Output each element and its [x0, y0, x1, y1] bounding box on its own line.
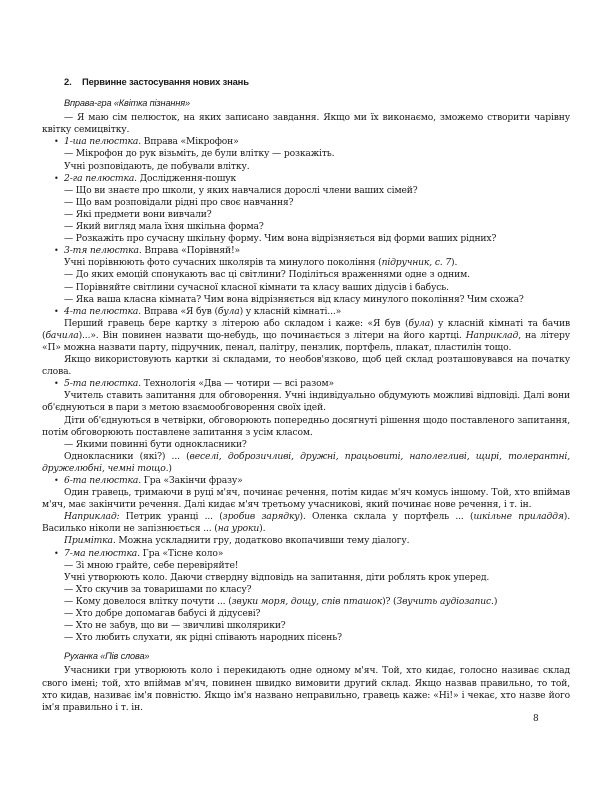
petal-task: Технологія «Два — чотири — всі разом» — [141, 378, 334, 390]
petal-3-heading — [42, 245, 570, 257]
text-run: ). — [259, 523, 266, 535]
section-heading — [64, 76, 570, 88]
text-run: ) у класній кімнаті та бачив ( — [42, 317, 570, 341]
text-run: була — [408, 317, 431, 329]
text-run: ). Василько ніколи не запізнюється ... ( — [42, 511, 570, 535]
text-run: ). Оленка склала у портфель ... ( — [299, 511, 474, 523]
petal-task: Гра «Тісне коло» — [139, 547, 224, 559]
petal-2-heading — [42, 173, 570, 185]
petal-task: Вправа «Мікрофон» — [141, 136, 239, 148]
petal-label: 3-тя пелюстка. — [64, 245, 142, 257]
text-run: )? ( — [382, 595, 397, 607]
document-page — [42, 76, 570, 714]
petal-6-heading — [42, 475, 570, 487]
text-run: , на літеру «П» можна назвати парту, підручник, пенал, палітру, пензлик, портфель, плакат, пластилін тощо. — [42, 329, 571, 353]
textbook-reference: підручник, с. 7 — [381, 257, 452, 269]
petal-6-note — [42, 535, 570, 547]
text-run: зробив зарядку — [222, 511, 300, 523]
petal-7-heading — [42, 548, 570, 560]
text-run: ) — [168, 462, 172, 474]
movement-paragraph: Учасники гри утворюють коло і перекидають одне одному м'яч. Той, хто кидає, голосно називає склад свого імені; той, хто впіймав м'яч, повинен швидко вимовити другий склад. Якщо назвав правильно, то той, хто кидав, називає ім'я повністю. Якщо ім'я названо неправильно, гравець каже: «Ні!» і чекає, хто назве його ім'я правильно і т. ін. — [42, 665, 570, 713]
text-run: Учні порівнюють фото сучасних школярів та минулого покоління ( — [64, 257, 382, 269]
petal-label: 7-ма пелюстка. — [64, 547, 140, 559]
petal-3-question: — Порівняйте світлини сучасної класної кімнати та класу ваших дідусів і бабусь. — [64, 281, 449, 293]
movement-title: Руханка «Пів слова» — [64, 651, 150, 662]
petal-1-line: Учні розповідають, де побували влітку. — [64, 160, 250, 172]
petal-task: Вправа «Порівняй!» — [141, 245, 240, 257]
page-number: 8 — [533, 714, 539, 724]
text-run: Петрик уранці ... ( — [119, 511, 223, 523]
intro-paragraph: — Я маю сім пелюсток, на яких записано завдання. Якщо ми їх виконаємо, зможемо створити чарівну квітку семицвітку. — [42, 112, 570, 136]
petal-1-heading — [42, 136, 570, 148]
petal-2-question: — Що вам розповідали рідні про своє навчання? — [64, 196, 294, 208]
petal-5-answer — [42, 451, 570, 475]
petal-label: 5-та пелюстка. — [64, 378, 141, 390]
petal-7-question: — Хто любить слухати, як рідні співають народних пісень? — [64, 632, 342, 644]
petal-4-paragraph: Якщо використовують картки зі складами, то необов'язково, щоб цей склад розташовувався на початку слова. — [42, 354, 570, 378]
text-run: ) у класній кімнаті...» — [239, 305, 342, 317]
petal-task: Дослідження-пошук — [136, 172, 237, 184]
text-run: Наприклад: — [64, 511, 120, 523]
petal-7-question: — Хто не забув, що ви — звичливі школярики? — [64, 620, 286, 632]
text-run: бачила — [45, 329, 79, 341]
text-run: ). — [451, 257, 458, 269]
text-run: шкільне приладдя — [473, 511, 564, 523]
text-run: — Кому довелося влітку почути ... ( — [64, 595, 232, 607]
petal-3-question: — До яких емоцій спонукають вас ці світлини? Поділіться враженнями одне з одним. — [64, 269, 470, 281]
petal-4-heading — [42, 306, 570, 318]
section-number: 2. — [64, 76, 72, 87]
text-run: Наприклад — [465, 329, 519, 341]
petal-7-question: — Хто скучив за товаришами по класу? — [64, 583, 252, 595]
text-run: Однокласники (які?) ... ( — [64, 450, 190, 462]
petal-7-call: — Зі мною грайте, себе перевіряйте! — [64, 559, 239, 571]
petal-3-question: — Яка ваша класна кімната? Чим вона відрізняється від класу минулого покоління? Чим схожа? — [64, 293, 524, 305]
petal-label: 2-га пелюстка. — [64, 172, 137, 184]
petal-task: Вправа «Я був ( — [141, 305, 218, 317]
petal-5-paragraph: Діти об'єднуються в четвірки, обговорюють попередньо досягнуті рішення щодо поставленого запитання, потім обговорюють поставлене запитання з усім класом. — [42, 414, 570, 438]
petal-3-lead — [42, 257, 570, 269]
petal-7-question: — Хто добре допомагав бабусі й дідусеві? — [64, 608, 261, 620]
text-run: на уроки — [217, 523, 260, 535]
petal-2-question: — Що ви знаєте про школи, у яких навчалися дорослі члени ваших сімей? — [64, 184, 418, 196]
text-run: Звучить аудіозапис. — [396, 595, 494, 607]
text-run: ) — [493, 595, 498, 607]
petal-4-paragraph — [42, 318, 570, 354]
text-run: веселі, доброзичливі, дружні, працьовиті, наполегливі, щирі, толерантні, дружелюбні, чемні тощо. — [42, 450, 570, 474]
petal-5-question: — Якими повинні бути однокласники? — [64, 438, 247, 450]
petal-label: 1-ша пелюстка. — [64, 136, 141, 148]
text-run: Можна ускладнити гру, додатково вкопачивши тему діалогу. — [115, 535, 410, 547]
section-title: Первинне застосування нових знань — [82, 76, 249, 87]
petal-2-question: — Розкажіть про сучасну шкільну форму. Чим вона відрізняється від форми ваших рідних? — [64, 233, 497, 245]
petal-task: Гра «Закінчи фразу» — [141, 475, 243, 486]
petal-2-question: — Які предмети вони вивчали? — [64, 208, 212, 220]
text-run: Перший гравець бере картку з літерою або складом і каже: «Я був ( — [64, 317, 409, 329]
petal-5-heading — [42, 378, 570, 390]
text-run: звуки моря, дощу, спів пташок — [231, 595, 383, 607]
petal-6-paragraph: Один гравець, тримаючи в руці м'яч, починає речення, потім кидає м'яч комусь іншому. Той, хто впіймав м'яч, має закінчити речення. Далі кидає м'яч третьому учасникові, який починає нове речення, і т. ін. — [42, 487, 570, 511]
petal-7-lead: Учні утворюють коло. Даючи ствердну відповідь на запитання, діти роблять крок уперед. — [64, 571, 490, 583]
text-run: Примітка. — [64, 535, 116, 547]
petal-5-paragraph: Учитель ставить запитання для обговорення. Учні індивідуально обдумують можливі відповіді. Далі вони об'єднуються в пари з метою взаємообговорення своїх ідей. — [42, 390, 570, 414]
petal-label: 6-та пелюстка. — [64, 475, 141, 486]
petal-7-question — [42, 596, 570, 608]
petal-label: 4-та пелюстка. — [64, 305, 141, 317]
petal-1-line: — Мікрофон до рук візьміть, де були влітку — розкажіть. — [64, 148, 335, 160]
petal-2-question: — Який вигляд мала їхня шкільна форма? — [64, 221, 264, 233]
petal-6-example — [42, 511, 570, 535]
text-run: )...». Він повинен назвати що-небудь, що починається з літери на його картці. — [78, 329, 466, 341]
exercise-title: Вправа-гра «Квітка пізнання» — [64, 98, 190, 109]
text-run: була — [217, 305, 240, 317]
